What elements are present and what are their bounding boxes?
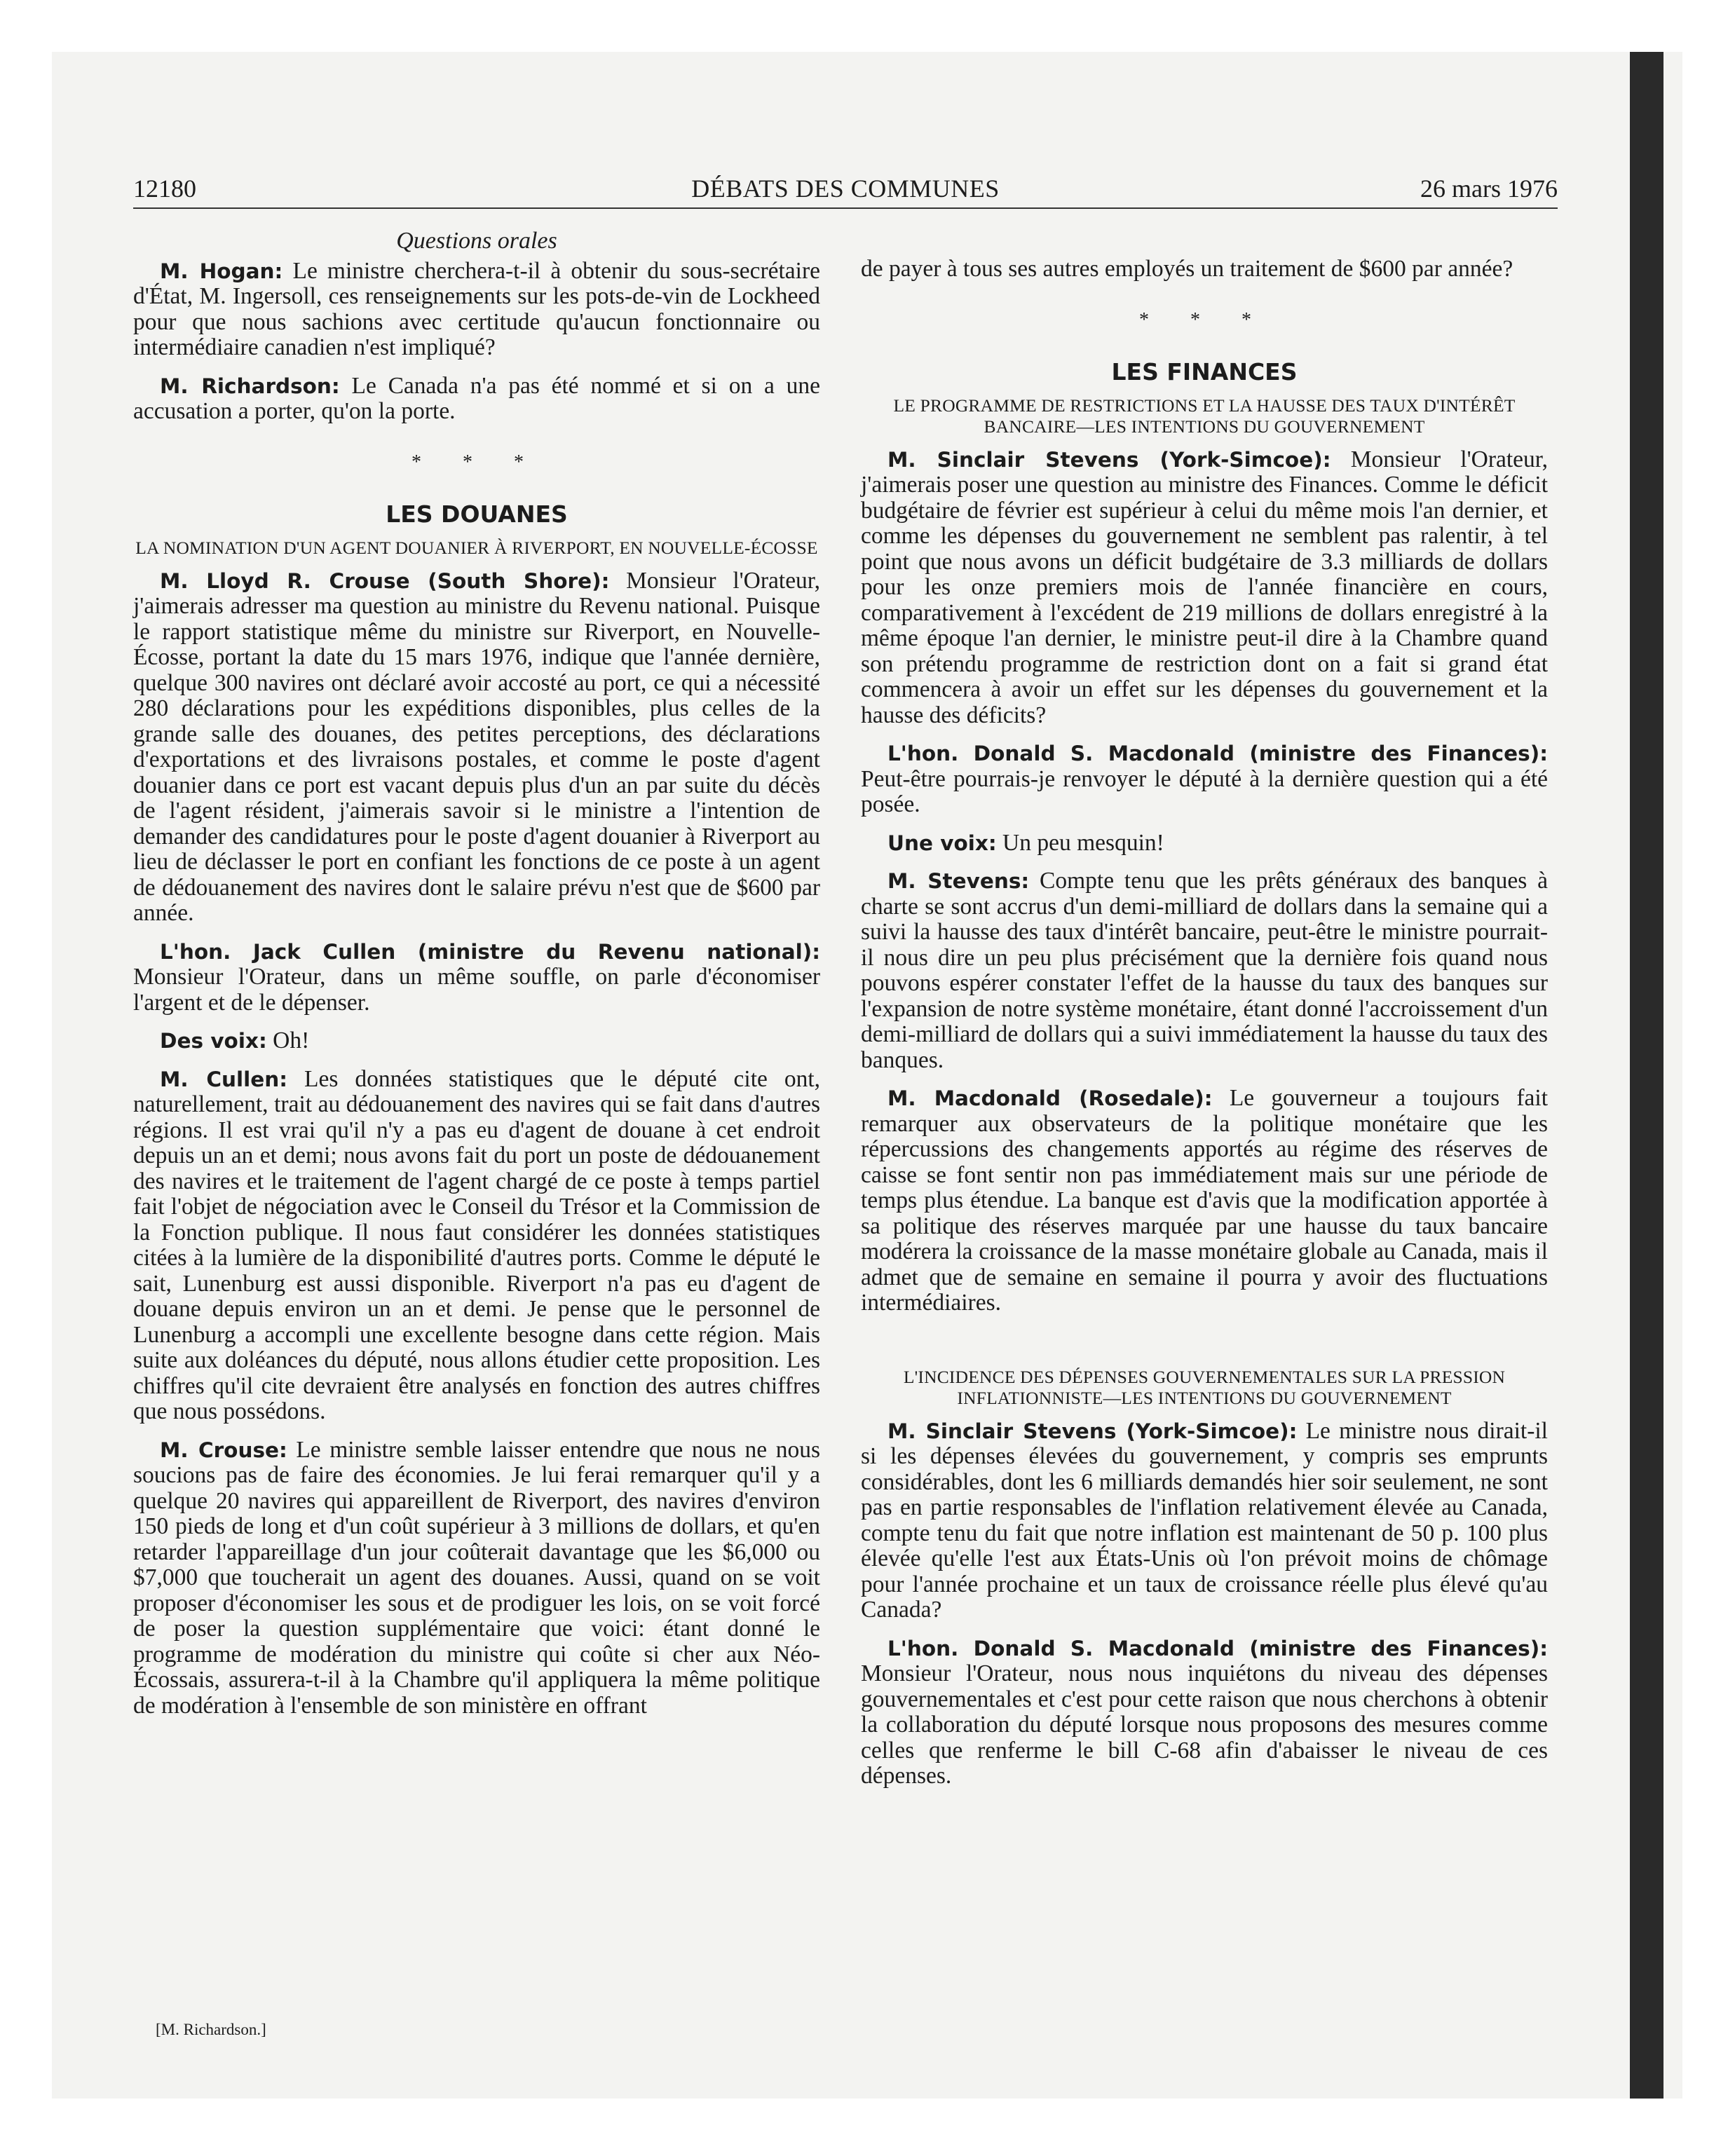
paragraph <box>861 868 1548 1073</box>
speech: Oh! <box>266 1028 310 1053</box>
paragraph-continuation: de payer à tous ses autres employés un traitement de $600 par année? <box>861 256 1513 282</box>
speaker: L'hon. Donald S. Macdonald (ministre des Finances): <box>887 742 1548 765</box>
paragraph <box>133 374 820 425</box>
rubric-heading: LES FINANCES <box>1111 358 1298 386</box>
publication-title: DÉBATS DES COMMUNES <box>691 175 1000 203</box>
footnote: [M. Richardson.] <box>156 2021 266 2038</box>
left-column <box>133 228 820 1731</box>
subrubric-heading: LA NOMINATION D'UN AGENT DOUANIER À RIVERPORT, EN NOUVELLE-ÉCOSSE <box>135 537 818 558</box>
page-header <box>133 171 1558 209</box>
speaker: M. Sinclair Stevens (York-Simcoe): <box>887 447 1331 472</box>
speaker: M. Hogan: <box>160 259 283 283</box>
paragraph <box>133 1067 820 1425</box>
speech: Les données statistiques que le député cite ont, naturellement, trait au dédouanement des navires qui se fait dans d'autres régions. Il est vrai qu'il n'y a pas eu d'agent de douane à cet endroit depuis un an et demi; nous avons fait du port un poste de dédouanement des navires et le traitement de l'agent chargé de ce poste à temps partiel fait l'objet de négociation avec le Conseil du Trésor et la Commission de la Fonction publique. Il nous faut considérer les données statistiques citées à la lumière de la disponibilité d'autres ports. Comme le député le sait, Lunenburg est aussi disponible. Riverport n'a pas eu d'agent de douane depuis environ un an et demi. Je pense que le personnel de Lunenburg a accompli une excellente besogne dans cette région. Mais suite aux doléances du député, nous allons étudier cette proposition. Les chiffres qu'il cite devraient être analysés en fonction des autres chiffres que nous possédons. <box>133 1065 820 1424</box>
speaker: M. Crouse: <box>160 1438 287 1462</box>
speaker: M. Cullen: <box>160 1067 288 1091</box>
spacer <box>861 1329 1548 1367</box>
speaker: M. Lloyd R. Crouse (South Shore): <box>160 568 610 593</box>
paragraph <box>133 1028 820 1054</box>
speaker: L'hon. Jack Cullen (ministre du Revenu national): <box>160 939 820 964</box>
speech: Le ministre nous dirait-il si les dépenses élevées du gouvernement, y compris ses emprunts considérables, dont les 6 milliards demandés hier soir seulement, ne sont pas en partie responsables de l'inflation relativement élevée au Canada, compte tenu du fait que notre inflation est maintenant de 50 p. 100 plus élevée qu'elle l'est aux États-Unis où l'on prévoit moins de chômage pour l'année prochaine et un taux de croissance réelle plus élevé qu'au Canada? <box>861 1417 1548 1623</box>
speech: Monsieur l'Orateur, dans un même souffle, on parle d'économiser l'argent et de le dépenser. <box>133 964 820 1016</box>
speaker: M. Macdonald (Rosedale): <box>887 1086 1213 1110</box>
paragraph <box>861 1419 1548 1623</box>
paragraph <box>861 1636 1548 1789</box>
speaker: Des voix: <box>160 1029 267 1053</box>
paragraph <box>133 568 820 927</box>
speech: Le ministre semble laisser entendre que nous ne nous soucions pas de faire des économies. Je lui ferai remarquer qu'il y a quelque 20 navires qui appareillent de Riverport, des navires d'environ 150 pieds de long et d'un coût supérieur à 3 millions de dollars, et qu'en retarder l'appareillage d'un jour coûterait davantage que les $6,000 ou $7,000 que toucherait un agent des douanes. Aussi, quand on se voit proposer d'économiser les sous et de prodiguer les lois, on se voit forcé de poser la question supplémentaire que voici: étant donné le programme de modération du ministre qui coûte si cher aux Néo-Écossais, assurera-t-il à la Chambre qu'il appliquera la même politique de modération à l'ensemble de son ministère en offrant <box>133 1436 820 1719</box>
subrubric-heading: LE PROGRAMME DE RESTRICTIONS ET LA HAUSSE DES TAUX D'INTÉRÊT BANCAIRE—LES INTENTIONS DU GOUVERNEMENT <box>893 395 1516 437</box>
section-separator: * * * <box>1139 308 1270 331</box>
scan-edge-bar <box>1630 52 1663 2099</box>
paragraph <box>861 741 1548 818</box>
speech: Compte tenu que les prêts généraux des banques à charte se sont accrus d'un demi-milliard de dollars dans la semaine qui a suivi la hausse des taux d'intérêt bancaire, peut-être le ministre pourrait-il nous dire un peu plus précisément que la dernière fois quand nous pouvons espérer constater l'effet de la hausse du taux des banques sur l'expansion de notre système monétaire, étant donné l'accroissement d'un demi-milliard de dollars qui a suivi immédiatement la hausse du taux des banques. <box>861 868 1548 1073</box>
paragraph <box>133 259 820 361</box>
speaker: M. Richardson: <box>160 374 340 398</box>
paragraph <box>133 1438 820 1719</box>
page-date: 26 mars 1976 <box>1420 175 1558 203</box>
paragraph <box>861 831 1548 857</box>
rubric-heading: LES DOUANES <box>386 500 568 528</box>
subrubric-heading: L'INCIDENCE DES DÉPENSES GOUVERNEMENTALES SUR LA PRESSION INFLATIONNISTE—LES INTENTIONS DU GOUVERNEMENT <box>903 1366 1506 1408</box>
paragraph <box>861 1086 1548 1316</box>
speech: Un peu mesquin! <box>996 829 1164 856</box>
speech: Peut-être pourrais-je renvoyer le député à la dernière question qui a été posée. <box>861 765 1548 817</box>
page-number: 12180 <box>133 175 196 203</box>
speech: Le gouverneur a toujours fait remarquer aux observateurs de la politique monétaire que les répercussions des changements apportés au régime des réserves de caisse se font sentir non pas immédiatement mais sur une période de temps plus étendue. La banque est d'avis que la modification apportée à sa politique des réserves marquée par une hausse du taux bancaire modérera la croissance de la masse monétaire globale au Canada, mais il admet que de semaine en semaine il pourra y avoir des fluctuations intermédiaires. <box>861 1085 1549 1316</box>
speech: Monsieur l'Orateur, j'aimerais poser une question au ministre des Finances. Comme le déficit budgétaire de février est supérieur à celui du même mois l'an dernier, et comme les dépenses du gouvernement ne semblent pas ralentir, à tel point que nous avons un déficit budgétaire de 3.3 milliards de dollars pour les onze premiers mois de l'année financière en cours, comparativement à l'excédent de 219 millions de dollars enregistré à la même époque l'an dernier, le ministre peut-il dire à la Chambre quand son prétendu programme de restriction dont on a fait si grand état commencera à avoir un effet sur les dépenses du gouvernement et la hausse des déficits? <box>861 446 1548 728</box>
speaker: M. Sinclair Stevens (York-Simcoe): <box>887 1419 1298 1443</box>
paragraph <box>133 939 820 1016</box>
speaker: Une voix: <box>887 831 997 855</box>
speaker: M. Stevens: <box>887 869 1030 893</box>
speech: Monsieur l'Orateur, nous nous inquiétons du niveau des dépenses gouvernementales et c'est pour cette raison que nous cherchons à obtenir la collaboration du député lorsque nous proposons des mesures comme celles que renferme le bill C-68 afin d'abaisser le niveau de ces dépenses. <box>861 1660 1548 1789</box>
speaker: L'hon. Donald S. Macdonald (ministre des Finances): <box>887 1636 1548 1660</box>
speech: Monsieur l'Orateur, j'aimerais adresser ma question au ministre du Revenu national. Puisque le rapport statistique même du ministre sur Riverport, en Nouvelle-Écosse, portant la date du 15 mars 1976, indique que l'année dernière, quelque 300 navires ont déclaré avoir accosté au port, ce qui a nécessité 280 déclarations pour les expéditions disponibles, plus celles de la grande salle des douanes, des petites perceptions, des déclarations d'exportations et des livraisons postales, et comme le poste d'agent douanier dans ce port est vacant depuis plus d'un an par suite du décès de l'agent résident, j'aimerais savoir si le ministre a l'intention de demander des candidatures pour le poste d'agent douanier à Riverport au lieu de déclasser le port en confiant les fonctions de ce poste à un agent de dédouanement des navires dont le salaire prévu n'est que de $600 par année. <box>133 567 820 926</box>
speech: Le ministre cherchera-t-il à obtenir du sous-secrétaire d'État, M. Ingersoll, ces renseignements sur les pots-de-vin de Lockheed pour que nous sachions avec certitude qu'aucun fonctionnaire ou intermédiaire canadien n'est impliqué? <box>133 257 820 360</box>
right-column <box>861 257 1548 1802</box>
speech: Le Canada n'a pas été nommé et si on a une accusation a porter, qu'on la porte. <box>133 372 820 424</box>
section-title: Questions orales <box>396 228 557 254</box>
paragraph <box>861 447 1548 729</box>
section-separator: * * * <box>411 451 542 473</box>
